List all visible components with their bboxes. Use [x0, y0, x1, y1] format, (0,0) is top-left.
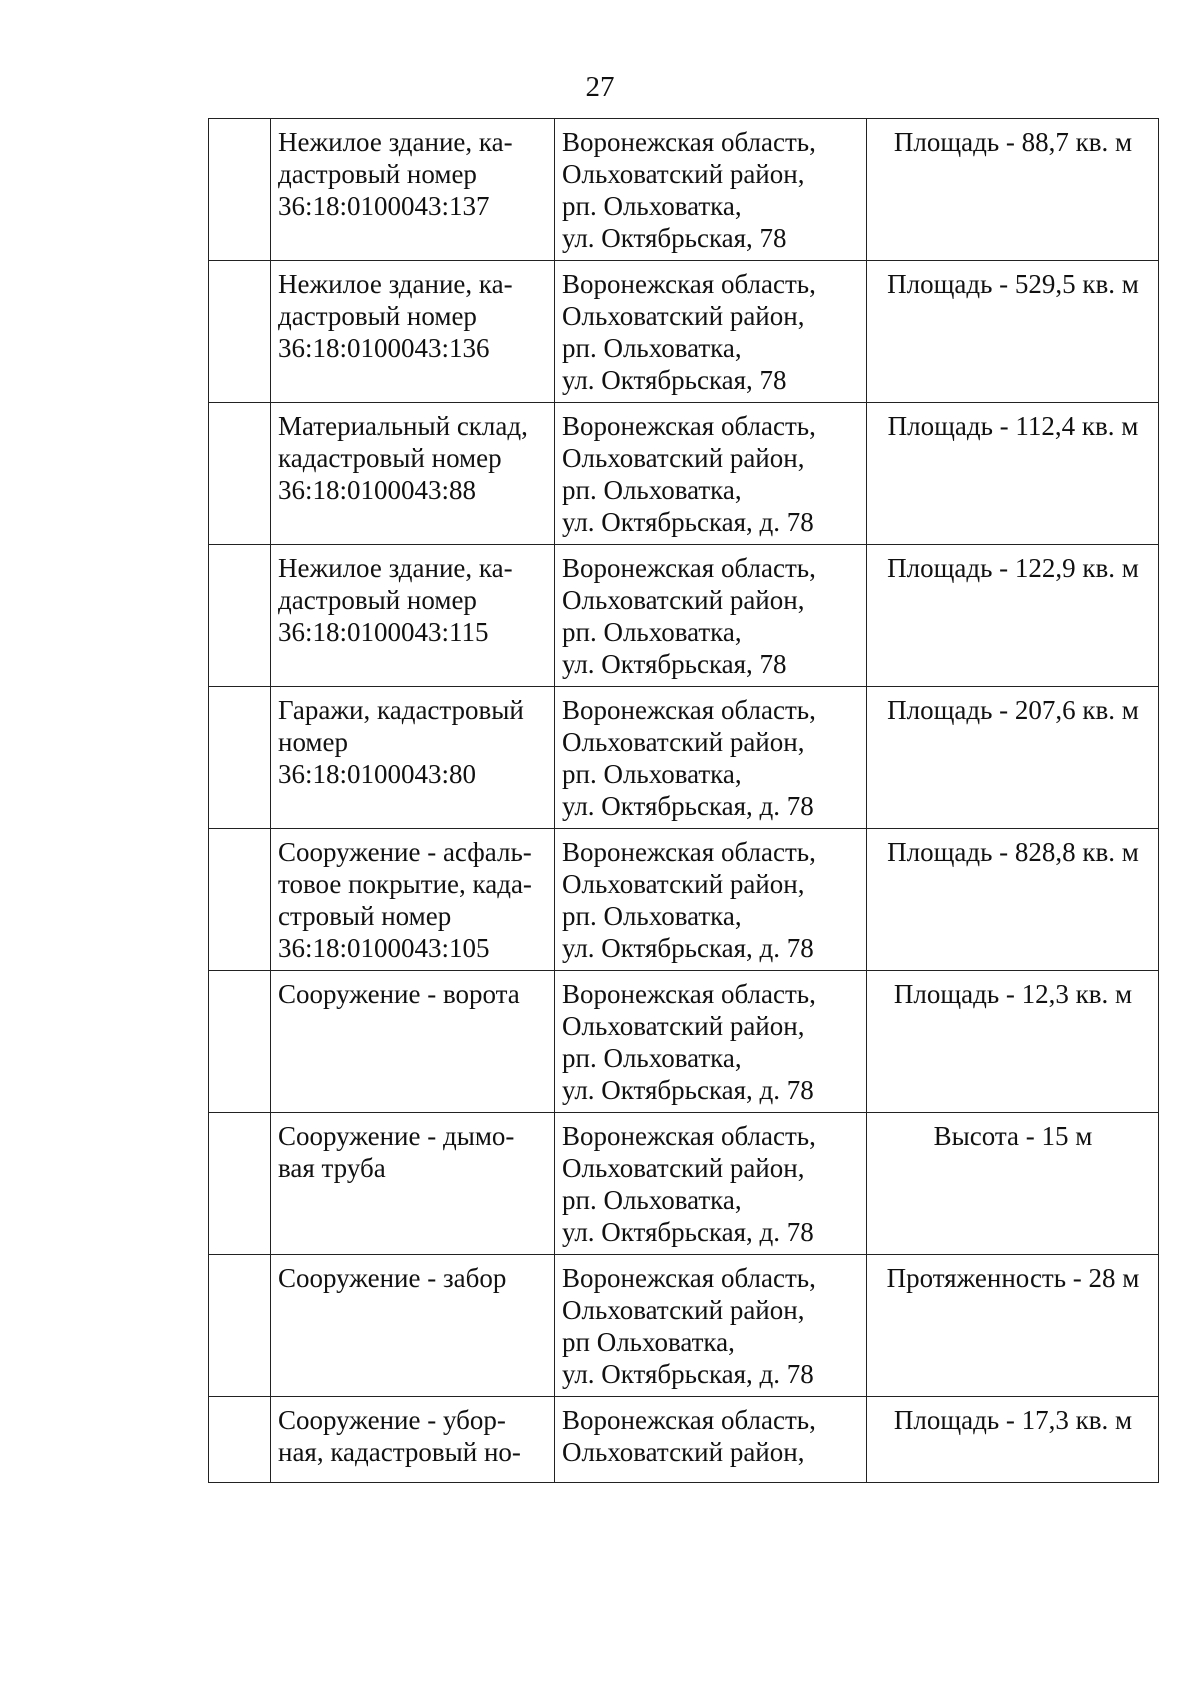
- address-line: Воронежская область,: [562, 127, 816, 157]
- object-name-line: Сооружение - убор-: [278, 1405, 506, 1435]
- parameter-text: Площадь - 88,7 кв. м: [893, 127, 1133, 157]
- address-line: Ольховатский район,: [562, 159, 805, 189]
- address-line: Воронежская область,: [562, 553, 816, 583]
- object-name-line: Гаражи, кадастровый: [278, 695, 524, 725]
- address-line: рп. Ольховатка,: [562, 1185, 742, 1215]
- address-cell: [555, 829, 867, 971]
- page-number: 27: [585, 71, 615, 103]
- address-line: ул. Октябрьская, д. 78: [562, 1359, 814, 1389]
- parameter-cell: [867, 1255, 1159, 1397]
- object-name-line: Сооружение - ворота: [278, 979, 520, 1009]
- parameter-text: Площадь - 122,9 кв. м: [887, 553, 1139, 583]
- object-name-line: номер: [278, 727, 349, 757]
- table-row: [209, 403, 1159, 545]
- object-name-cell: [271, 119, 555, 261]
- table-row: [209, 545, 1159, 687]
- address-cell: [555, 261, 867, 403]
- object-name-line: кадастровый номер: [278, 443, 502, 473]
- address-line: ул. Октябрьская, д. 78: [562, 1075, 814, 1105]
- property-table: [208, 118, 1159, 1483]
- table-row: [209, 1255, 1159, 1397]
- parameter-cell: [867, 261, 1159, 403]
- address-line: Ольховатский район,: [562, 443, 805, 473]
- address-line: Ольховатский район,: [562, 869, 805, 899]
- address-line: рп. Ольховатка,: [562, 759, 742, 789]
- address-line: рп. Ольховатка,: [562, 1043, 742, 1073]
- address-line: Воронежская область,: [562, 979, 816, 1009]
- object-name-line: Материальный склад,: [278, 411, 528, 441]
- parameter-cell: [867, 971, 1159, 1113]
- table-row: [209, 1113, 1159, 1255]
- parameter-cell: [867, 687, 1159, 829]
- address-line: рп Ольховатка,: [562, 1327, 735, 1357]
- address-cell: [555, 119, 867, 261]
- object-name-line: ная, кадастровый но-: [278, 1437, 521, 1467]
- address-cell: [555, 1255, 867, 1397]
- address-line: ул. Октябрьская, д. 78: [562, 791, 814, 821]
- parameter-text: Площадь - 207,6 кв. м: [887, 695, 1139, 725]
- object-name-line: Сооружение - забор: [278, 1263, 507, 1293]
- row-number-cell: [209, 1397, 271, 1483]
- row-number-cell: [209, 971, 271, 1113]
- parameter-cell: [867, 403, 1159, 545]
- parameter-text: Площадь - 828,8 кв. м: [887, 837, 1139, 867]
- object-name-line: дастровый номер: [278, 301, 477, 331]
- address-line: Воронежская область,: [562, 837, 816, 867]
- object-name-line: вая труба: [278, 1153, 386, 1183]
- address-line: рп. Ольховатка,: [562, 901, 742, 931]
- parameter-cell: [867, 119, 1159, 261]
- parameter-text: Площадь - 112,4 кв. м: [887, 411, 1139, 441]
- parameter-text: Высота - 15 м: [933, 1121, 1093, 1151]
- object-name-line: 36:18:0100043:80: [278, 759, 477, 789]
- address-line: ул. Октябрьская, 78: [562, 365, 787, 395]
- parameter-text: Площадь - 17,3 кв. м: [893, 1405, 1133, 1435]
- object-name-line: 36:18:0100043:115: [278, 617, 489, 647]
- parameter-cell: [867, 829, 1159, 971]
- object-name-line: дастровый номер: [278, 159, 477, 189]
- object-name-line: Сооружение - дымо-: [278, 1121, 515, 1151]
- object-name-line: 36:18:0100043:137: [278, 191, 490, 221]
- parameter-cell: [867, 545, 1159, 687]
- object-name-line: Нежилое здание, ка-: [278, 269, 513, 299]
- address-line: Ольховатский район,: [562, 727, 805, 757]
- address-line: ул. Октябрьская, д. 78: [562, 1217, 814, 1247]
- address-line: Воронежская область,: [562, 1405, 816, 1435]
- row-number-cell: [209, 829, 271, 971]
- object-name-cell: [271, 687, 555, 829]
- row-number-cell: [209, 1113, 271, 1255]
- object-name-cell: [271, 829, 555, 971]
- address-line: Воронежская область,: [562, 1121, 816, 1151]
- address-cell: [555, 403, 867, 545]
- object-name-cell: [271, 1113, 555, 1255]
- parameter-cell: [867, 1113, 1159, 1255]
- address-line: рп. Ольховатка,: [562, 191, 742, 221]
- table-row: [209, 687, 1159, 829]
- object-name-cell: [271, 545, 555, 687]
- table-row: [209, 829, 1159, 971]
- object-name-line: дастровый номер: [278, 585, 477, 615]
- object-name-line: Сооружение - асфаль-: [278, 837, 532, 867]
- row-number-cell: [209, 119, 271, 261]
- row-number-cell: [209, 1255, 271, 1397]
- parameter-cell: [867, 1397, 1159, 1483]
- address-cell: [555, 545, 867, 687]
- address-line: ул. Октябрьская, 78: [562, 223, 787, 253]
- object-name-line: Нежилое здание, ка-: [278, 553, 513, 583]
- object-name-line: 36:18:0100043:105: [278, 933, 490, 963]
- object-name-cell: [271, 1397, 555, 1483]
- address-line: рп. Ольховатка,: [562, 617, 742, 647]
- object-name-cell: [271, 261, 555, 403]
- table-row: [209, 1397, 1159, 1483]
- object-name-line: 36:18:0100043:88: [278, 475, 477, 505]
- address-line: Ольховатский район,: [562, 301, 805, 331]
- address-cell: [555, 971, 867, 1113]
- parameter-text: Площадь - 529,5 кв. м: [887, 269, 1139, 299]
- address-line: Воронежская область,: [562, 695, 816, 725]
- object-name-cell: [271, 1255, 555, 1397]
- object-name-cell: [271, 403, 555, 545]
- address-line: Воронежская область,: [562, 411, 816, 441]
- address-line: рп. Ольховатка,: [562, 333, 742, 363]
- row-number-cell: [209, 687, 271, 829]
- address-line: Ольховатский район,: [562, 1153, 805, 1183]
- address-line: Ольховатский район,: [562, 585, 805, 615]
- table-row: [209, 261, 1159, 403]
- parameter-text: Протяженность - 28 м: [886, 1263, 1140, 1293]
- table-row: [209, 119, 1159, 261]
- table-row: [209, 971, 1159, 1113]
- address-line: ул. Октябрьская, 78: [562, 649, 787, 679]
- address-line: Ольховатский район,: [562, 1295, 805, 1325]
- address-line: рп. Ольховатка,: [562, 475, 742, 505]
- object-name-line: стровый номер: [278, 901, 452, 931]
- object-name-line: товое покрытие, када-: [278, 869, 532, 899]
- row-number-cell: [209, 545, 271, 687]
- address-cell: [555, 1113, 867, 1255]
- address-line: ул. Октябрьская, д. 78: [562, 507, 814, 537]
- address-cell: [555, 1397, 867, 1483]
- address-line: Воронежская область,: [562, 269, 816, 299]
- parameter-text: Площадь - 12,3 кв. м: [893, 979, 1133, 1009]
- row-number-cell: [209, 261, 271, 403]
- row-number-cell: [209, 403, 271, 545]
- object-name-line: 36:18:0100043:136: [278, 333, 490, 363]
- address-cell: [555, 687, 867, 829]
- address-line: Ольховатский район,: [562, 1011, 805, 1041]
- address-line: Воронежская область,: [562, 1263, 816, 1293]
- address-line: ул. Октябрьская, д. 78: [562, 933, 814, 963]
- address-line: Ольховатский район,: [562, 1437, 805, 1467]
- object-name-cell: [271, 971, 555, 1113]
- object-name-line: Нежилое здание, ка-: [278, 127, 513, 157]
